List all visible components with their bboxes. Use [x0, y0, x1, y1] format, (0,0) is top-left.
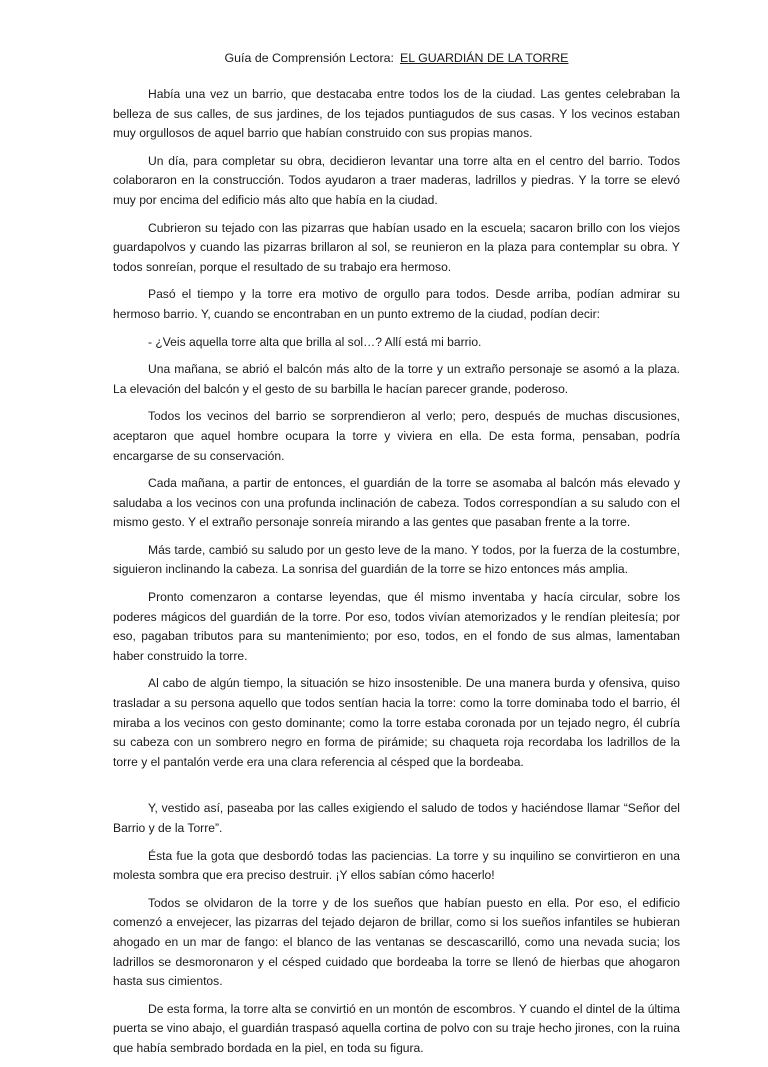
paragraph: Al cabo de algún tiempo, la situación se hizo insostenible. De una manera burda y ofensiva, quiso trasladar a su persona aquello que todos sentían hacia la torre: como la torre dominaba todo el barrio, él miraba a los vecinos con gesto dominante; como la torre estaba coronada por un tejado negro, él cubría su cabeza con un sombrero negro en forma de pirámide; su chaqueta roja recordaba los ladrillos de la torre y el pantalón verde era una clara referencia al césped que la bordeaba. [113, 676, 680, 769]
document-page [113, 0, 680, 1067]
paragraph: Pasó el tiempo y la torre era motivo de orgullo para todos. Desde arriba, podían admirar su hermoso barrio. Y, cuando se encontraban en un punto extremo de la ciudad, podían decir: [113, 287, 680, 321]
paragraph: Había una vez un barrio, que destacaba entre todos los de la ciudad. Las gentes celebraban la belleza de sus calles, de sus jardines, de los tejados puntiagudos de sus casas. Y los vecinos estaban muy orgullosos de aquel barrio que habían construido con sus propias manos. [113, 87, 680, 141]
dialogue-line: - ¿Veis aquella torre alta que brilla al sol…? Allí está mi barrio. [148, 334, 482, 349]
paragraph: Cada mañana, a partir de entonces, el guardián de la torre se asomaba al balcón más elevado y saludaba a los vecinos con una profunda inclinación de cabeza. Todos correspondían a su saludo con el mismo gesto. Y el extraño personaje sonreía mirando a las gentes que pasaban frente a la torre. [113, 476, 680, 530]
story-title: EL GUARDIÁN DE LA TORRE [399, 51, 569, 65]
paragraph: Cubrieron su tejado con las pizarras que habían usado en la escuela; sacaron brillo con los viejos guardapolvos y cuando las pizarras brillaron al sol, se reunieron en la plaza para contemplar su obra. Y todos sonreían, porque el resultado de su trabajo era hermoso. [113, 220, 680, 274]
paragraph: Todos los vecinos del barrio se sorprendieron al verlo; pero, después de muchas discusiones, aceptaron que aquel hombre ocupara la torre y viviera en ella. De esta forma, pensaban, podría encargarse de su conservación. [113, 409, 680, 463]
title-prefix: Guía de Comprensión Lectora: [224, 51, 394, 65]
page-title [113, 49, 680, 67]
paragraph: Y, vestido así, paseaba por las calles exigiendo el saludo de todos y haciéndose llamar “Señor del Barrio y de la Torre”. [113, 801, 680, 835]
paragraph: Ésta fue la gota que desbordó todas las paciencias. La torre y su inquilino se convirtieron en una molesta sombra que era preciso destruir. ¡Y ellos sabían cómo hacerlo! [113, 848, 680, 883]
paragraph: Una mañana, se abrió el balcón más alto de la torre y un extraño personaje se asomó a la plaza. La elevación del balcón y el gesto de su barbilla le hacían parecer grande, poderoso. [113, 362, 680, 396]
paragraph: Un día, para completar su obra, decidieron levantar una torre alta en el centro del barrio. Todos colaboraron en la construcción. Todos ayudaron a traer maderas, ladrillos y piedras. Y la torre se elevó muy por encima del edificio más alto que había en la ciudad. [113, 153, 680, 207]
paragraph: Todos se olvidaron de la torre y de los sueños que habían puesto en ella. Por eso, el edificio comenzó a envejecer, las pizarras del tejado dejaron de brillar, como si los sueños infantiles se hubieran ahogado en un mar de fango: el blanco de las ventanas se descascarilló, como una nevada sucia; los ladrillos se desmoronaron y el césped cuidado que bordeaba la torre se llenó de hierbas que ahogaron hasta sus cimientos. [113, 895, 680, 989]
story-body [113, 85, 680, 1059]
paragraph: Más tarde, cambió su saludo por un gesto leve de la mano. Y todos, por la fuerza de la costumbre, siguieron inclinando la cabeza. La sonrisa del guardián de la torre se hizo entonces más amplia. [113, 542, 680, 577]
paragraph: De esta forma, la torre alta se convirtió en un montón de escombros. Y cuando el dintel de la última puerta se vino abajo, el guardián traspasó aquella cortina de polvo con su traje hecho jirones, con la ruina que había sembrado bordada en la piel, en toda su figura. [113, 1001, 680, 1055]
paragraph: Pronto comenzaron a contarse leyendas, que él mismo inventaba y hacía circular, sobre los poderes mágicos del guardián de la torre. Por eso, todos vivían atemorizados y le rendían pleitesía; por eso, pagaban tributos para su mantenimiento; por eso, todos, en el fondo de sus almas, lamentaban haber construido la torre. [113, 590, 680, 663]
